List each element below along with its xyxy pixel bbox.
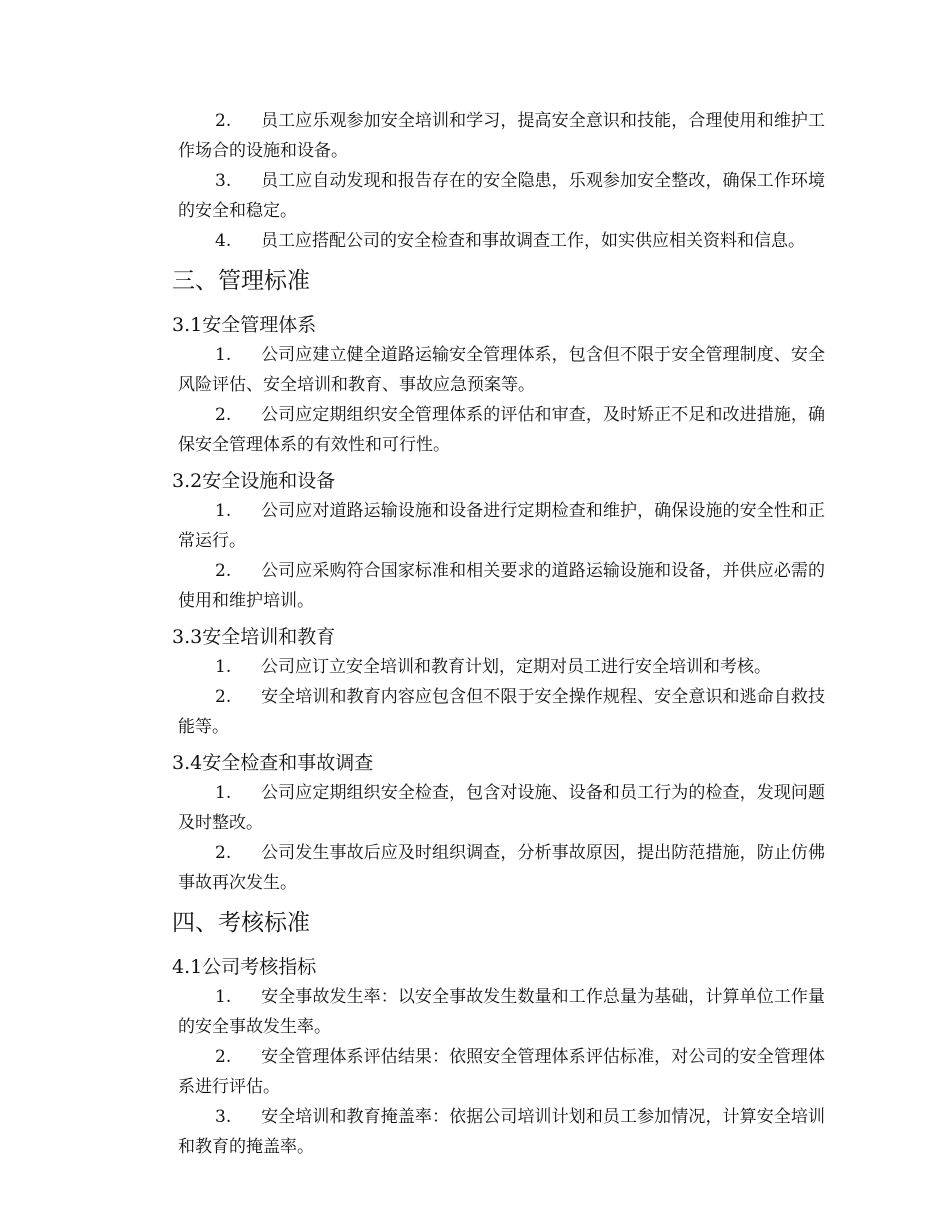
list-item-number: 2. (215, 405, 232, 425)
subsection-heading: 4.1公司考核指标 (172, 956, 317, 978)
list-item-number: 3. (215, 1107, 232, 1127)
list-item-text: 安全事故发生率：以安全事故发生数量和工作总量为基础，计算单位工作量的安全事故发生率。 (178, 987, 825, 1037)
list-item-text: 员工应自动发现和报告存在的安全隐患，乐观参加安全整改，确保工作环境的安全和稳定。 (178, 171, 825, 221)
list-item-text: 员工应乐观参加安全培训和学习，提高安全意识和技能，合理使用和维护工作场合的设施和设备。 (178, 111, 825, 161)
list-item-number: 3. (215, 171, 232, 191)
list-item-text: 员工应搭配公司的安全检查和事故调查工作，如实供应相关资料和信息。 (261, 231, 805, 251)
list-item (170, 682, 825, 742)
subsection-safety-management-system (170, 310, 825, 460)
list-item-number: 2. (215, 687, 232, 707)
list-item (170, 778, 825, 838)
section-management-standards (170, 264, 825, 898)
list-item (170, 1042, 825, 1102)
list-item-number: 2. (215, 561, 232, 581)
list-item-text: 公司应定期组织安全管理体系的评估和审查，及时矫正不足和改进措施，确保安全管理体系的有效性和可行性。 (178, 405, 825, 455)
list-item-text: 公司应建立健全道路运输安全管理体系，包含但不限于安全管理制度、安全风险评估、安全培训和教育、事故应急预案等。 (178, 345, 825, 395)
list-item (170, 982, 825, 1042)
list-item-text: 公司应定期组织安全检查，包含对设施、设备和员工行为的检查，发现问题及时整改。 (178, 783, 825, 833)
section-assessment-standards (170, 906, 825, 1162)
section-heading: 三、管理标准 (172, 268, 310, 294)
list-item (170, 1102, 825, 1162)
list-item-text: 安全管理体系评估结果：依照安全管理体系评估标准，对公司的安全管理体系进行评估。 (178, 1047, 825, 1097)
list-item (170, 400, 825, 460)
list-item-number: 1. (215, 783, 232, 803)
list-item-text: 公司应对道路运输设施和设备进行定期检查和维护，确保设施的安全性和正常运行。 (178, 501, 825, 551)
list-item-number: 2. (215, 111, 232, 131)
list-item-number: 1. (215, 987, 232, 1007)
list-item (170, 556, 825, 616)
list-item (170, 340, 825, 400)
subsection-company-assessment-indicators (170, 952, 825, 1162)
list-item-text: 公司应订立安全培训和教育计划，定期对员工进行安全培训和考核。 (261, 657, 771, 677)
subsection-heading: 3.3安全培训和教育 (172, 626, 336, 648)
subsection-safety-inspection (170, 748, 825, 898)
list-item-number: 4. (215, 231, 232, 251)
subsection-safety-facilities (170, 466, 825, 616)
list-item (170, 226, 825, 256)
list-item (170, 652, 825, 682)
list-item-number: 1. (215, 345, 232, 365)
list-item-number: 2. (215, 843, 232, 863)
list-item-text: 公司应采购符合国家标准和相关要求的道路运输设施和设备，并供应必需的使用和维护培训。 (178, 561, 825, 611)
subsection-safety-training (170, 622, 825, 742)
list-item (170, 106, 825, 166)
section-heading: 四、考核标准 (172, 910, 310, 936)
list-item-number: 2. (215, 1047, 232, 1067)
list-item-text: 安全培训和教育内容应包含但不限于安全操作规程、安全意识和逃命自救技能等。 (178, 687, 825, 737)
intro-list (170, 106, 825, 256)
subsection-heading: 3.4安全检查和事故调查 (172, 752, 374, 774)
list-item-text: 公司发生事故后应及时组织调查，分析事故原因，提出防范措施，防止仿佛事故再次发生。 (178, 843, 825, 893)
subsection-heading: 3.2安全设施和设备 (172, 470, 336, 492)
list-item (170, 496, 825, 556)
list-item (170, 838, 825, 898)
list-item-number: 1. (215, 657, 232, 677)
list-item (170, 166, 825, 226)
document-body (170, 106, 825, 1162)
list-item-number: 1. (215, 501, 232, 521)
subsection-heading: 3.1安全管理体系 (172, 314, 317, 336)
list-item-text: 安全培训和教育掩盖率：依据公司培训计划和员工参加情况，计算安全培训和教育的掩盖率。 (178, 1107, 825, 1157)
